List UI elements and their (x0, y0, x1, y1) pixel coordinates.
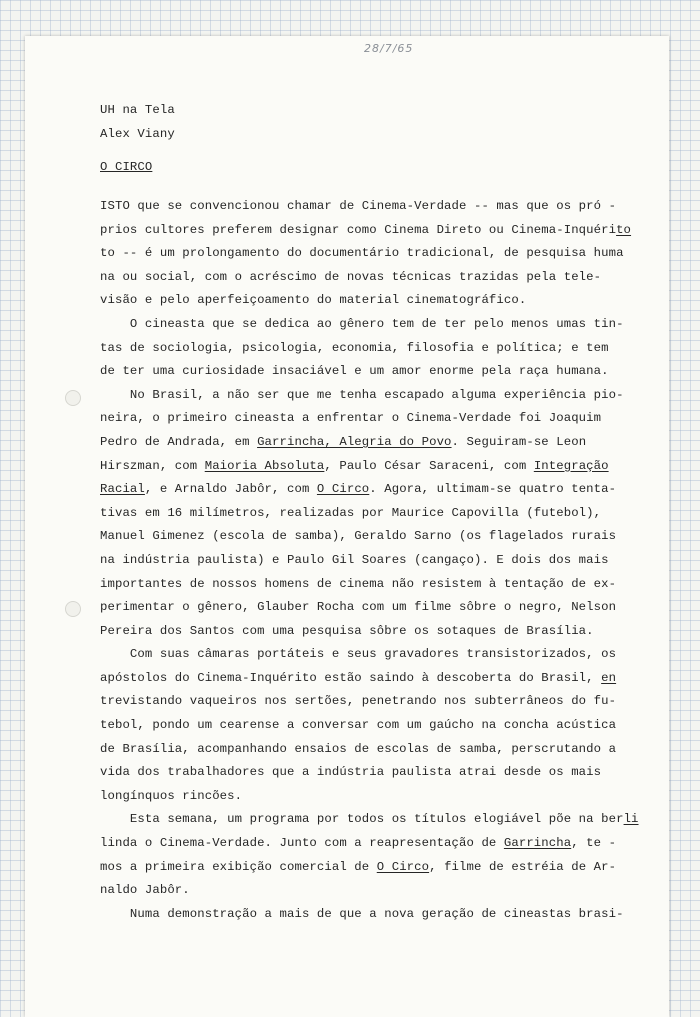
text-segment: de ter uma curiosidade insaciável e um amor enorme pela raça humana. (100, 364, 609, 379)
handwritten-date: 28/7/65 (364, 42, 414, 55)
text-line (100, 808, 640, 832)
text-segment: , e Arnaldo Jabôr, com (144, 482, 317, 497)
text-line (100, 195, 640, 219)
text-segment: Pereira dos Santos com uma pesquisa sôbre os sotaques de Brasília. (100, 623, 594, 638)
text-line (100, 407, 640, 431)
text-segment: na ou social, com o acréscimo de novas técnicas trazidas pela tele- (100, 269, 602, 284)
text-segment: Hirszman, com (100, 458, 205, 473)
text-line (100, 266, 640, 290)
underlined-title: li (623, 812, 639, 827)
column-name: UH na Tela (100, 103, 175, 117)
text-segment: naldo Jabôr. (100, 883, 190, 898)
underlined-title: to (616, 222, 632, 237)
text-segment: , Paulo César Saraceni, com (324, 458, 534, 473)
text-line (100, 785, 640, 809)
text-line (100, 573, 640, 597)
text-segment: , filme de estréia de Ar- (429, 859, 617, 874)
punch-hole (65, 601, 81, 617)
text-segment: apóstolos do Cinema-Inquérito estão saindo à descoberta do Brasil, (100, 670, 602, 685)
text-segment: Esta semana, um programa por todos os títulos elogiável põe na ber (100, 812, 624, 827)
text-segment: visão e pelo aperfeiçoamento do material cinematográfico. (100, 293, 527, 308)
text-segment: Manuel Gimenez (escola de samba), Geraldo Sarno (os flagelados rurais (100, 529, 617, 544)
text-line (100, 620, 640, 644)
text-segment: mos a primeira exibição comercial de (100, 859, 377, 874)
underlined-title: O Circo (316, 482, 370, 497)
text-segment: vida dos trabalhadores que a indústria paulista atrai desde os mais (100, 765, 602, 780)
text-segment: . Seguiram-se Leon (451, 434, 587, 449)
text-line (100, 832, 640, 856)
text-line (100, 431, 640, 455)
text-segment: O cineasta que se dedica ao gênero tem de ter pelo menos umas tin- (100, 316, 624, 331)
underlined-title: Garrincha (503, 836, 572, 851)
text-line (100, 289, 640, 313)
text-line (100, 525, 640, 549)
underlined-title: en (601, 670, 617, 685)
text-segment: Com suas câmaras portáteis e seus gravadores transistorizados, os (100, 647, 617, 662)
typed-page (25, 36, 669, 1017)
text-segment: de Brasília, acompanhando ensaios de escolas de samba, perscrutando a (100, 741, 617, 756)
text-line (100, 643, 640, 667)
text-segment: Pedro de Andrada, em (100, 434, 258, 449)
punch-hole (65, 390, 81, 406)
text-line (100, 667, 640, 691)
text-line (100, 714, 640, 738)
text-segment: perimentar o gênero, Glauber Rocha com um filme sôbre o negro, Nelson (100, 600, 617, 615)
text-line (100, 478, 640, 502)
text-segment: to -- é um prolongamento do documentário tradicional, de pesquisa huma (100, 246, 624, 261)
text-segment: importantes de nossos homens de cinema não resistem à tentação de ex- (100, 576, 617, 591)
text-segment: Numa demonstração a mais de que a nova geração de cineastas brasi- (100, 906, 624, 921)
text-segment: neira, o primeiro cineasta a enfrentar o Cinema-Verdade foi Joaquim (100, 411, 602, 426)
text-line (100, 219, 640, 243)
text-line (100, 549, 640, 573)
text-segment: prios cultores preferem designar como Cinema Direto ou Cinema-Inquéri (100, 222, 617, 237)
text-line (100, 313, 640, 337)
document-body (100, 98, 640, 926)
text-segment: na indústria paulista) e Paulo Gil Soares (cangaço). E dois dos mais (100, 552, 609, 567)
text-segment: ISTO que se convencionou chamar de Cinema-Verdade -- mas que os pró - (100, 199, 617, 213)
article-title: O CIRCO (100, 160, 153, 174)
underlined-title: Maioria Absoluta (204, 458, 325, 473)
text-segment: linda o Cinema-Verdade. Junto com a reapresentação de (100, 836, 504, 851)
text-segment: tebol, pondo um cearense a conversar com um gaúcho na concha acústica (100, 718, 617, 733)
text-segment: longínquos rincões. (100, 788, 243, 803)
text-segment: No Brasil, a não ser que me tenha escapado alguma experiência pio- (100, 387, 624, 402)
article-text (100, 195, 640, 926)
text-line (100, 879, 640, 903)
text-line (100, 455, 640, 479)
text-segment: trevistando vaqueiros nos sertões, penetrando nos subterrâneos do fu- (100, 694, 617, 709)
underlined-title: Garrincha, Alegria do Povo (257, 434, 452, 449)
text-line (100, 360, 640, 384)
text-line (100, 738, 640, 762)
text-line (100, 596, 640, 620)
text-segment: tas de sociologia, psicologia, economia, filosofia e política; e tem (100, 340, 609, 355)
text-line (100, 690, 640, 714)
text-line (100, 337, 640, 361)
text-segment: , te - (571, 836, 617, 851)
underlined-title: O Circo (376, 859, 430, 874)
text-segment: tivas em 16 milímetros, realizadas por Maurice Capovilla (futebol), (100, 505, 602, 520)
text-line (100, 242, 640, 266)
author-name: Alex Viany (100, 127, 175, 141)
underlined-title: Racial (100, 482, 145, 497)
text-line (100, 903, 640, 927)
text-line (100, 856, 640, 880)
text-line (100, 502, 640, 526)
text-line (100, 761, 640, 785)
underlined-title: Integração (533, 458, 609, 473)
text-segment: . Agora, ultimam-se quatro tenta- (369, 482, 617, 497)
text-line (100, 384, 640, 408)
